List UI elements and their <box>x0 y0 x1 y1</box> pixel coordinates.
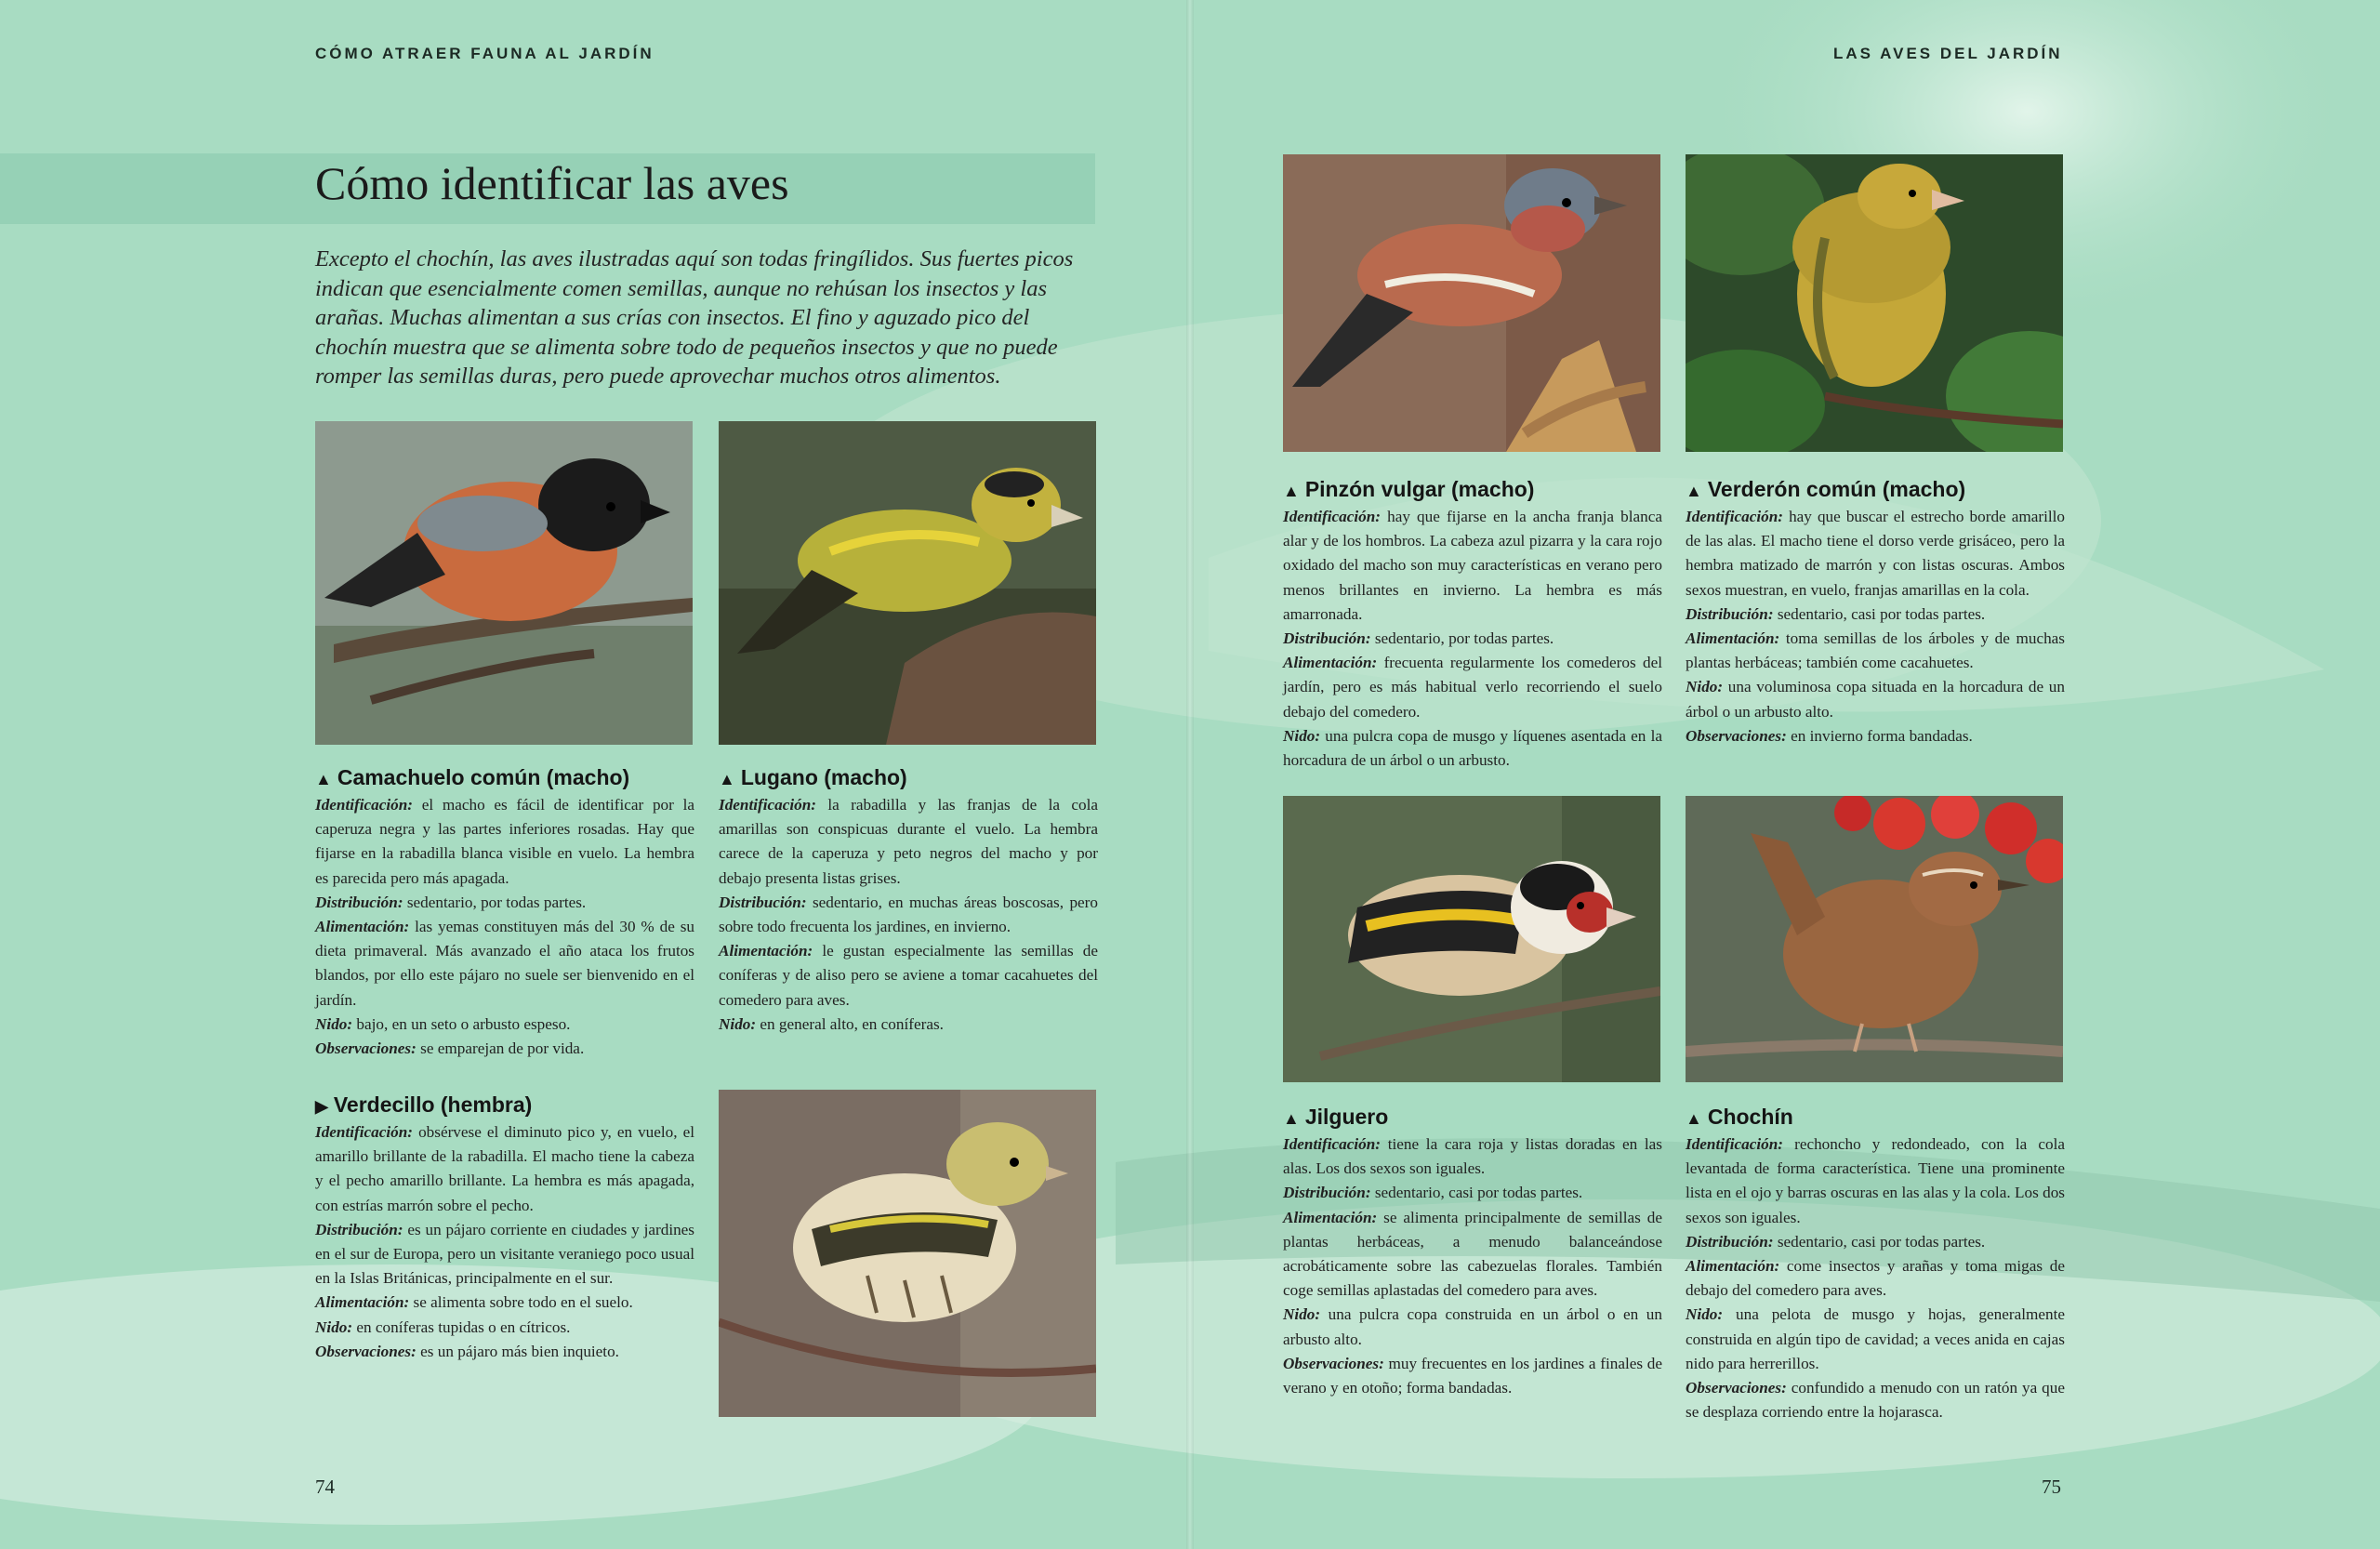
label-nido: Nido: <box>315 1014 353 1033</box>
entry-camachuelo <box>315 765 694 1061</box>
label-alimentacion: Alimentación: <box>719 942 813 960</box>
triangle-up-icon: ▲ <box>1686 482 1702 500</box>
label-observaciones: Observaciones: <box>1686 1379 1787 1397</box>
label-identificacion: Identificación: <box>1283 1135 1382 1153</box>
text-distribucion: sedentario, por todas partes. <box>1370 629 1554 648</box>
running-header-left: CÓMO ATRAER FAUNA AL JARDÍN <box>315 45 654 62</box>
text-distribucion: sedentario, por todas partes. <box>403 893 587 911</box>
label-alimentacion: Alimentación: <box>1686 1257 1780 1276</box>
label-identificacion: Identificación: <box>1686 1135 1784 1153</box>
text-identificacion: obsérvese el diminuto pico y, en vuelo, el amarillo brillante de la rabadilla. El macho tiene la cabeza y el pecho amarillo brillante. La hembra es más apagada, con estrías marrón sobre el pecho. <box>315 1123 694 1214</box>
label-nido: Nido: <box>1686 678 1724 696</box>
text-identificacion: hay que buscar el estrecho borde amarillo de las alas. El macho tiene el dorso verde grisáceo, pero la hembra matizado de marrón y con listas oscuras. Ambos sexos muestran, en vuelo, franjas amarillas en la cola. <box>1686 508 2065 599</box>
label-identificacion: Identificación: <box>315 1123 414 1141</box>
text-nido: en coníferas tupidas o en cítricos. <box>352 1317 571 1336</box>
text-observaciones: es un pájaro más bien inquieto. <box>416 1342 619 1360</box>
label-distribucion: Distribución: <box>315 1220 403 1238</box>
label-nido: Nido: <box>315 1317 353 1336</box>
text-distribucion: sedentario, casi por todas partes. <box>1370 1184 1583 1202</box>
label-identificacion: Identificación: <box>719 796 817 814</box>
text-alimentacion: las yemas constituyen más del 30 % de su dieta primaveral. Más avanzado el año ataca los frutos blandos, por ello este pájaro no suele ser bienvenido en el jardín. <box>315 918 694 1009</box>
text-identificacion: el macho es fácil de identificar por la caperuza negra y las partes inferiores rosadas. Hay que fijarse en la rabadilla blanca visible en vuelo. La hembra es parecida pero más apagada. <box>315 796 694 887</box>
text-alimentacion: se alimenta principalmente de semillas de plantas herbáceas, a menudo balanceándose acrobáticamente sobre las cabezuelas florales. También coge semillas aplastadas del comedero para aves. <box>1283 1208 1662 1300</box>
label-distribucion: Distribución: <box>719 893 807 911</box>
entry-title: Chochín <box>1707 1105 1793 1129</box>
text-identificacion: hay que fijarse en la ancha franja blanca alar y de los hombros. La cabeza azul pizarra y la cara rojo oxidado del macho son muy características en verano pero menos brillantes en invierno. La hembra es más amarronada. <box>1283 508 1662 623</box>
label-alimentacion: Alimentación: <box>1686 629 1780 648</box>
entry-jilguero <box>1283 1105 1662 1400</box>
label-alimentacion: Alimentación: <box>315 1293 410 1312</box>
label-identificacion: Identificación: <box>1283 508 1382 525</box>
photo-jilguero <box>1283 796 1660 1082</box>
text-alimentacion: come insectos y arañas y toma migas de debajo del comedero para aves. <box>1686 1257 2065 1300</box>
label-distribucion: Distribución: <box>1686 604 1774 623</box>
text-nido: en general alto, en coníferas. <box>756 1014 944 1033</box>
text-observaciones: se emparejan de por vida. <box>416 1039 585 1058</box>
entry-title: Verderón común (macho) <box>1707 477 1966 501</box>
triangle-up-icon: ▲ <box>1283 482 1300 500</box>
page-number-left: 74 <box>315 1476 335 1498</box>
photo-camachuelo <box>315 421 693 745</box>
entry-title: Jilguero <box>1304 1105 1389 1129</box>
label-nido: Nido: <box>719 1014 757 1033</box>
text-alimentacion: frecuenta regularmente los comederos del jardín, pero es más habitual verlo recorriendo el suelo debajo del comedero. <box>1283 654 1662 721</box>
text-observaciones: en invierno forma bandadas. <box>1786 726 1973 745</box>
page-fold <box>1186 0 1194 1549</box>
triangle-up-icon: ▲ <box>315 770 332 788</box>
label-nido: Nido: <box>1686 1305 1724 1324</box>
label-nido: Nido: <box>1283 1305 1321 1324</box>
entry-verdecillo <box>315 1092 694 1364</box>
label-alimentacion: Alimentación: <box>315 918 410 936</box>
label-alimentacion: Alimentación: <box>1283 1208 1378 1226</box>
triangle-up-icon: ▲ <box>1283 1109 1300 1128</box>
label-observaciones: Observaciones: <box>1283 1354 1384 1372</box>
photo-verderon <box>1686 154 2063 452</box>
text-distribucion: sedentario, casi por todas partes. <box>1773 1232 1986 1251</box>
text-nido: bajo, en un seto o arbusto espeso. <box>352 1014 571 1033</box>
text-nido: una pelota de musgo y hojas, generalmente construida en algún tipo de cavidad; a veces anida en cajas nido para herrerillos. <box>1686 1305 2065 1372</box>
photo-verdecillo <box>719 1090 1096 1417</box>
label-observaciones: Observaciones: <box>315 1342 416 1360</box>
label-distribucion: Distribución: <box>1283 629 1371 648</box>
label-identificacion: Identificación: <box>315 796 414 814</box>
label-distribucion: Distribución: <box>1283 1184 1371 1202</box>
label-nido: Nido: <box>1283 726 1321 745</box>
text-distribucion: sedentario, casi por todas partes. <box>1773 604 1986 623</box>
text-observaciones: confundido a menudo con un ratón ya que se desplaza corriendo entre la hojarasca. <box>1686 1379 2065 1422</box>
text-alimentacion: toma semillas de los árboles y de muchas plantas herbáceas; también come cacahuetes. <box>1686 629 2065 672</box>
label-identificacion: Identificación: <box>1686 508 1784 525</box>
page-title: Cómo identificar las aves <box>315 157 789 209</box>
text-distribucion: sedentario, en muchas áreas boscosas, pero sobre todo frecuenta los jardines, en invierno. <box>719 893 1098 936</box>
entry-title: Lugano (macho) <box>740 765 907 789</box>
entry-pinzon <box>1283 477 1662 773</box>
label-distribucion: Distribución: <box>1686 1232 1774 1251</box>
entry-lugano <box>719 765 1098 1037</box>
triangle-up-icon: ▲ <box>719 770 735 788</box>
entry-verderon <box>1686 477 2065 748</box>
photo-pinzon <box>1283 154 1660 452</box>
running-header-right: LAS AVES DEL JARDÍN <box>1833 45 2063 62</box>
label-alimentacion: Alimentación: <box>1283 654 1378 672</box>
text-identificacion: la rabadilla y las franjas de la cola amarillas son conspicuas durante el vuelo. La hembra carece de la caperuza y peto negros del macho y por debajo presenta listas grises. <box>719 796 1098 887</box>
triangle-up-icon: ▲ <box>1686 1109 1702 1128</box>
text-observaciones: muy frecuentes en los jardines a finales de verano y en otoño; forma bandadas. <box>1283 1354 1662 1397</box>
label-observaciones: Observaciones: <box>1686 726 1787 745</box>
text-distribucion: es un pájaro corriente en ciudades y jardines en el sur de Europa, pero un visitante veraniego poco usual en la Islas Británicas, principalmente en el sur. <box>315 1220 694 1288</box>
text-nido: una pulcra copa de musgo y líquenes asentada en la horcadura de un árbol o un arbusto. <box>1283 726 1662 770</box>
entry-title: Camachuelo común (macho) <box>337 765 630 789</box>
entry-title: Pinzón vulgar (macho) <box>1304 477 1535 501</box>
text-nido: una voluminosa copa situada en la horcadura de un árbol o un arbusto alto. <box>1686 678 2065 721</box>
triangle-right-icon: ▶ <box>315 1097 328 1116</box>
photo-chochin <box>1686 796 2063 1082</box>
text-identificacion: rechoncho y redondeado, con la cola levantada de forma característica. Tiene una prominente lista en el ojo y barras oscuras en las alas y la cola. Los dos sexos son iguales. <box>1686 1135 2065 1226</box>
text-alimentacion: se alimenta sobre todo en el suelo. <box>409 1293 633 1312</box>
text-alimentacion: le gustan especialmente las semillas de coníferas y de aliso pero se aviene a tomar cacahuetes del comedero para aves. <box>719 942 1098 1009</box>
entry-title: Verdecillo (hembra) <box>333 1092 533 1117</box>
entry-chochin <box>1686 1105 2065 1424</box>
label-observaciones: Observaciones: <box>315 1039 416 1058</box>
page-number-right: 75 <box>2042 1476 2061 1498</box>
intro-paragraph: Excepto el chochín, las aves ilustradas aquí son todas fringílidos. Sus fuertes picos indican que esencialmente comen semillas, aunque no rehúsan los insectos y las arañas. Muchas alimentan a sus crías con insectos. El fino y aguzado pico del chochín muestra que se alimenta sobre todo de pequeños insectos y que no puede romper las semillas duras, pero puede aprovechar muchos otros alimentos. <box>315 246 1074 389</box>
photo-lugano <box>719 421 1096 745</box>
text-identificacion: tiene la cara roja y listas doradas en las alas. Los dos sexos son iguales. <box>1283 1135 1662 1178</box>
text-nido: una pulcra copa construida en un árbol o en un arbusto alto. <box>1283 1305 1662 1348</box>
label-distribucion: Distribución: <box>315 893 403 911</box>
